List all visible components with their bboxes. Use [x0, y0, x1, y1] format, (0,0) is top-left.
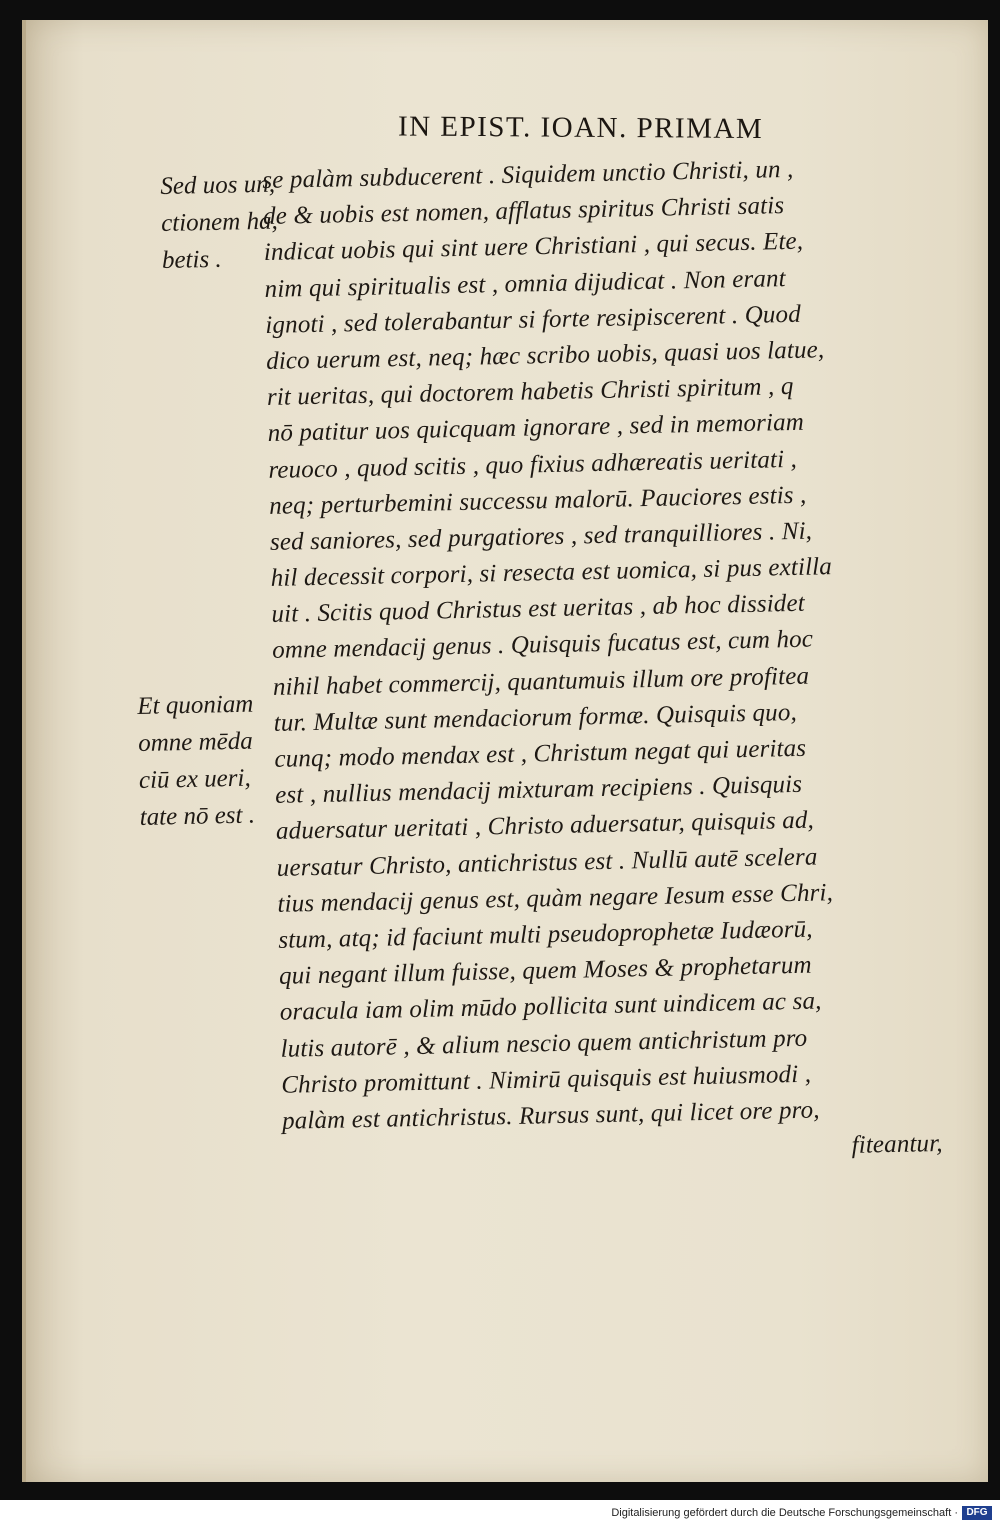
- text-line: hil decessit corpori, si resecta est uomica, si pus extilla: [270, 553, 833, 592]
- margin-note-line: ctionem ha,: [160, 207, 279, 237]
- margin-note-1: [160, 166, 279, 279]
- text-line: oracula iam olim mūdo pollicita sunt uindicem ac sa,: [279, 987, 822, 1027]
- text-line: Christo promittunt . Nimirū quisquis est huiusmodi ,: [281, 1060, 812, 1099]
- margin-note-line: betis .: [161, 245, 222, 274]
- text-line: tius mendacij genus est, quàm negare Iesum esse Chri,: [277, 878, 834, 918]
- text-line: qui negant illum fuisse, quem Moses & prophetarum: [278, 951, 812, 990]
- text-line: uersatur Christo, antichristus est . Nullū autē scelera: [276, 843, 818, 882]
- text-line: aduersatur ueritati , Christo aduersatur, quisquis ad,: [275, 806, 815, 846]
- text-line: stum, atq; id faciunt multi pseudoprophetæ Iudæorū,: [277, 915, 813, 954]
- text-line: rit ueritas, qui doctorem habetis Christi spiritum , q: [266, 373, 794, 412]
- text-line: neq; perturbemini successu malorū. Pauciores estis ,: [268, 481, 807, 520]
- margin-note-line: tate nō est .: [139, 801, 256, 831]
- text-line: cunq; modo mendax est , Christum negat qui ueritas: [274, 734, 807, 773]
- margin-note-line: Sed uos un,: [160, 170, 276, 200]
- body-text: [262, 149, 943, 1176]
- text-line: tur. Multæ sunt mendaciorum formæ. Quisquis quo,: [273, 698, 798, 737]
- margin-note-2: [137, 686, 256, 836]
- margin-note-line: omne mēda: [137, 727, 253, 757]
- text-line: de & uobis est nomen, afflatus spiritus Christi satis: [262, 192, 785, 231]
- text-line: reuoco , quod scitis , quo fixius adhæreatis ueritati ,: [268, 445, 798, 484]
- text-line: omne mendacij genus . Quisquis fucatus est, cum hoc: [271, 626, 814, 665]
- text-line: est , nullius mendacij mixturam recipiens . Quisquis: [274, 771, 803, 810]
- text-line: nim qui spiritualis est , omnia dijudicat . Non erant: [264, 264, 786, 303]
- text-line: nō patitur uos quicquam ignorare , sed in memoriam: [267, 409, 805, 448]
- footer-credit: Digitalisierung gefördert durch die Deutsche Forschungsgemeinschaft ·: [611, 1507, 958, 1519]
- margin-note-line: ciū ex ueri,: [138, 764, 251, 794]
- text-line: sed saniores, sed purgatiores , sed tranquilliores . Ni,: [269, 517, 813, 556]
- running-head: IN EPIST. IOAN. PRIMAM: [397, 110, 764, 146]
- text-line: ignoti , sed tolerabantur si forte resipiscerent . Quod: [265, 300, 802, 339]
- text-line: se palàm subducerent . Siquidem unctio Christi, un ,: [262, 155, 794, 194]
- margin-note-line: Et quoniam: [137, 690, 254, 720]
- text-line: indicat uobis qui sint uere Christiani , qui secus. Ete,: [263, 228, 804, 267]
- text-line: nihil habet commercij, quantumuis illum ore profitea: [272, 662, 810, 701]
- dfg-logo: DFG: [962, 1506, 992, 1520]
- text-line: dico uerum est, neq; hæc scribo uobis, quasi uos latue,: [265, 336, 825, 375]
- text-line: uit . Scitis quod Christus est ueritas , ab hoc dissidet: [271, 589, 806, 629]
- text-line: palàm est antichristus. Rursus sunt, qui licet ore pro,: [281, 1096, 820, 1135]
- catchword: fiteantur,: [851, 1130, 943, 1159]
- text-line: lutis autorē , & alium nescio quem antichristum pro: [280, 1024, 808, 1063]
